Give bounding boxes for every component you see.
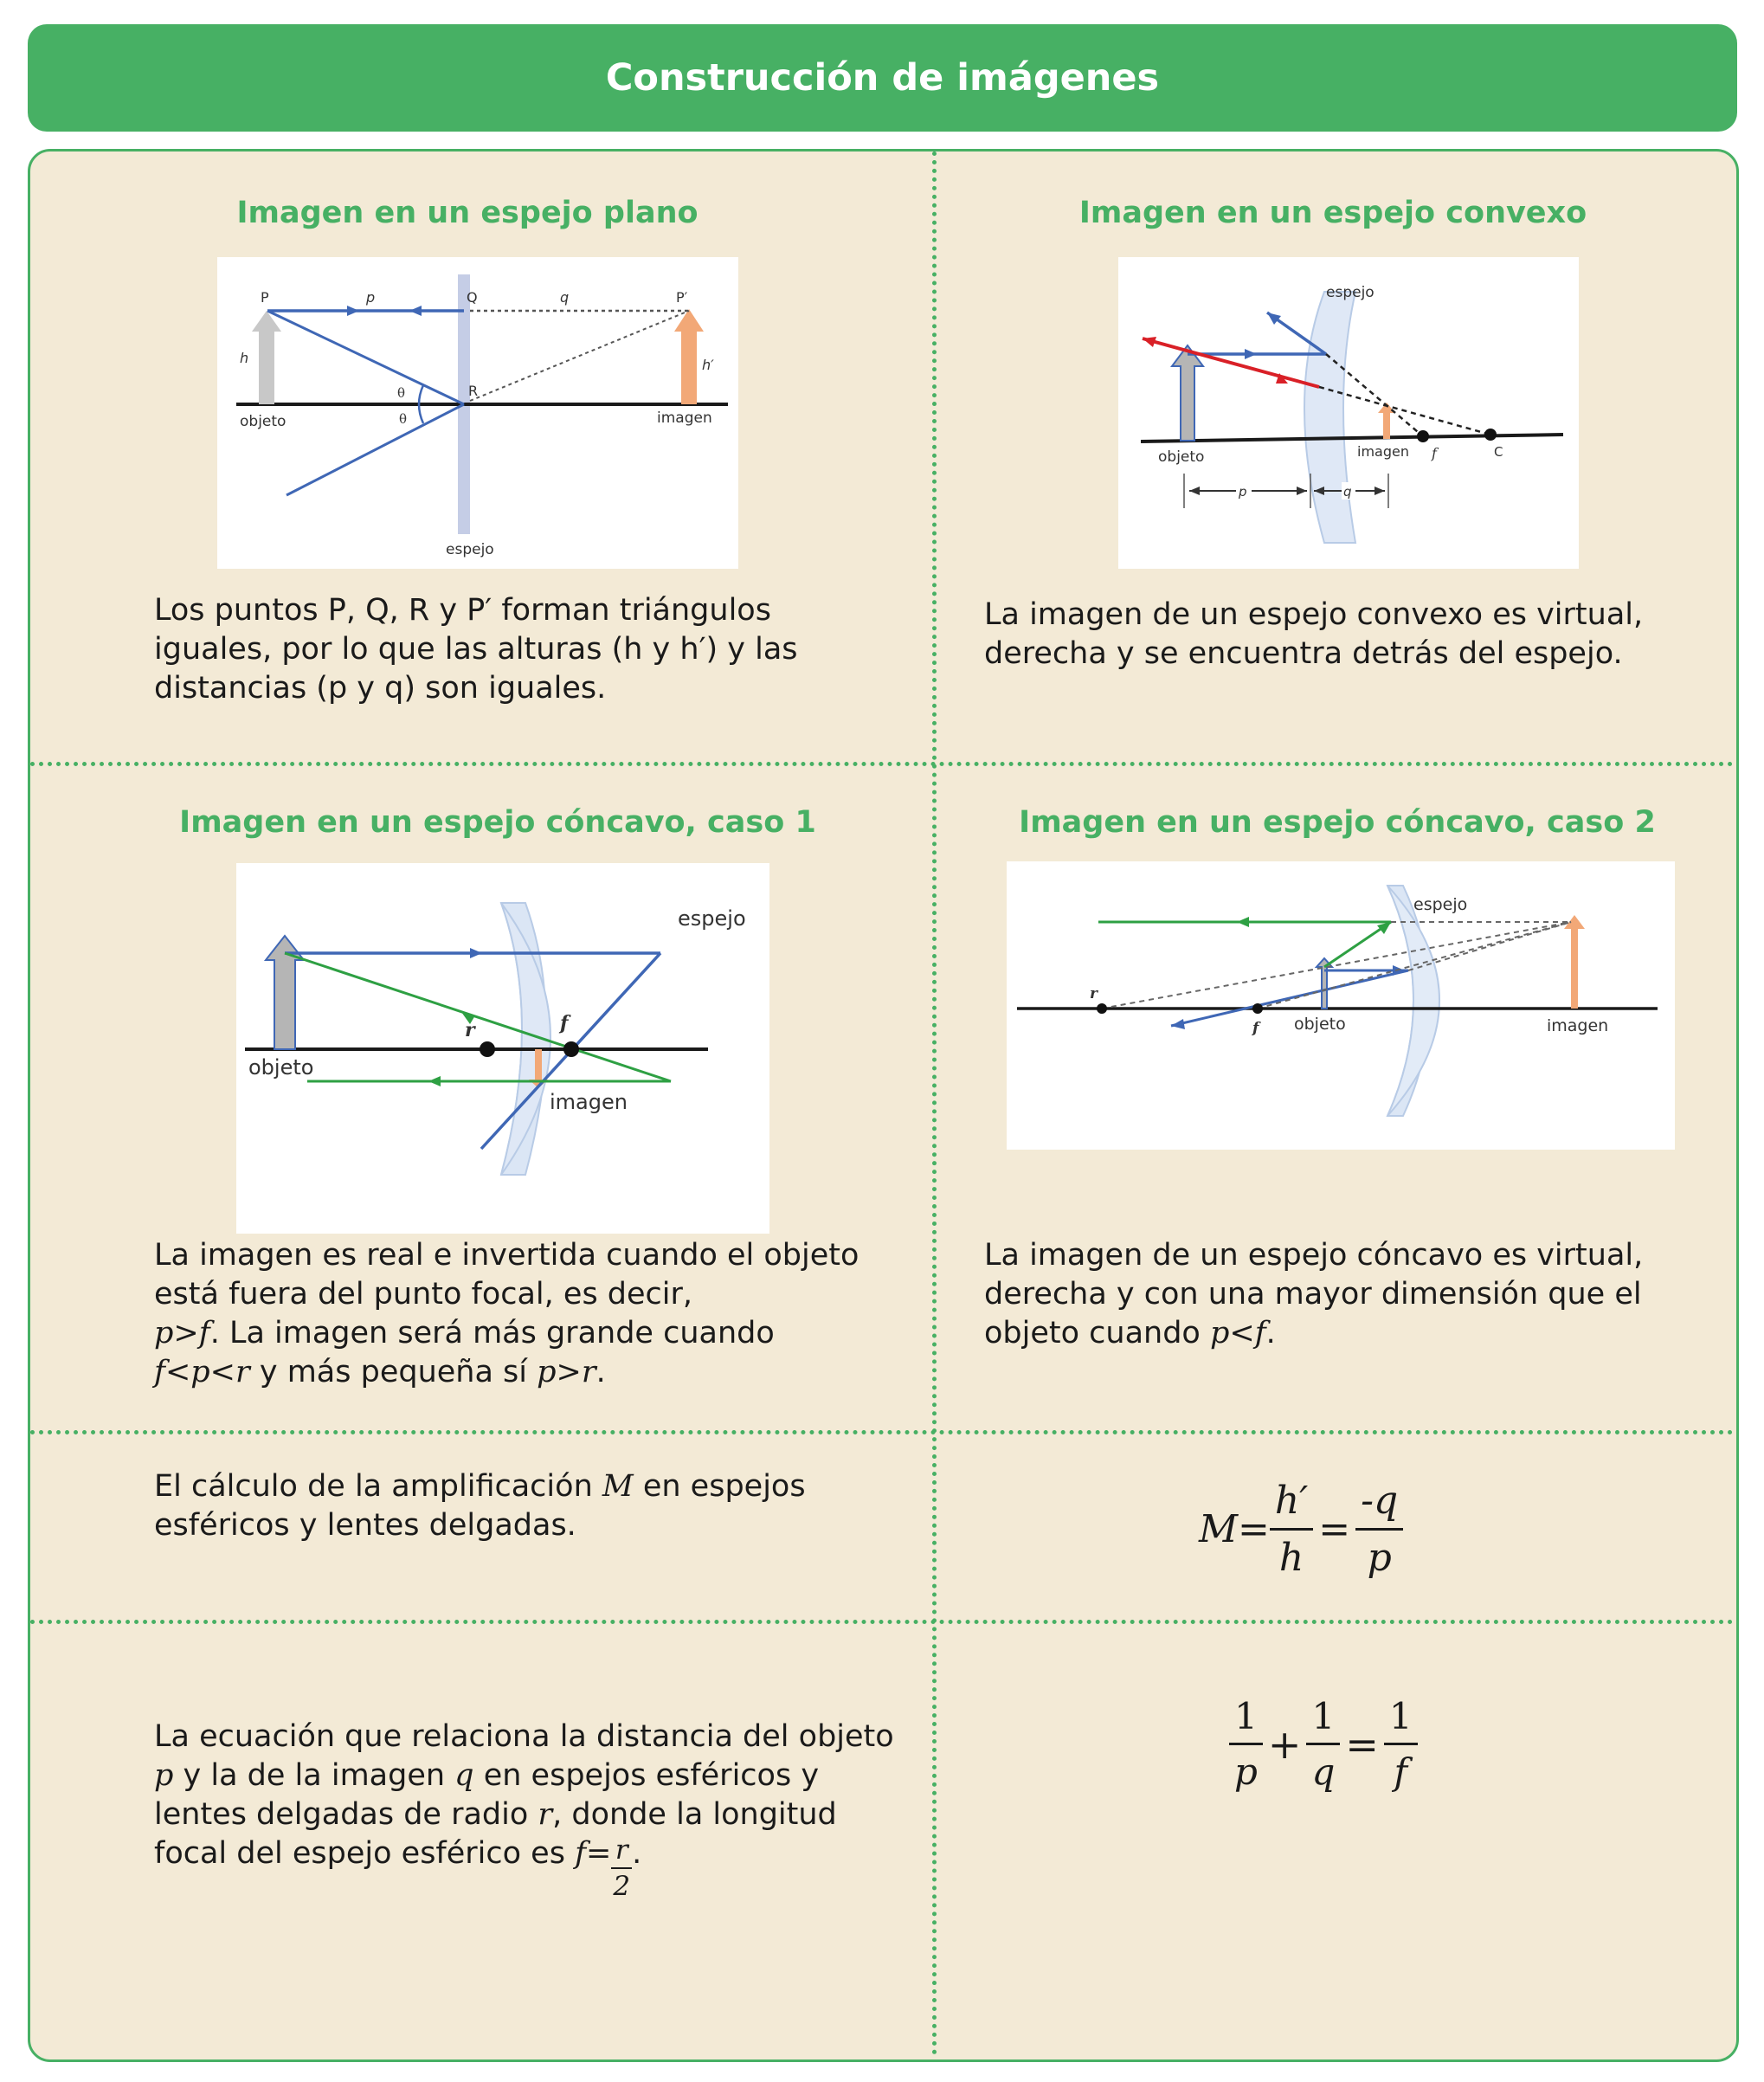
focal-point bbox=[1417, 430, 1429, 442]
section-title-convexo: Imagen en un espejo convexo bbox=[1078, 196, 1587, 230]
text-concavo1-d: . bbox=[596, 1355, 606, 1389]
label-p: p bbox=[366, 289, 376, 306]
label-objeto: objeto bbox=[248, 1055, 314, 1080]
frac-den-p: p bbox=[1367, 1536, 1392, 1580]
label-objeto: objeto bbox=[1294, 1015, 1346, 1034]
math-p-lt-f: p<f bbox=[1209, 1316, 1266, 1350]
ray-pr bbox=[267, 311, 464, 404]
label-objeto: objeto bbox=[240, 413, 286, 430]
label-theta-bottom: θ bbox=[399, 411, 408, 427]
ray-arrowhead bbox=[409, 306, 422, 316]
math-r-over-2 bbox=[611, 1834, 632, 1902]
text-ecuacion-b: y la de la imagen bbox=[173, 1758, 455, 1793]
text-convexo: La imagen de un espejo convexo es virtual, derecha y se encuentra detrás del espejo. bbox=[984, 597, 1644, 671]
point-r bbox=[1097, 1003, 1107, 1014]
section-title-concavo1: Imagen en un espejo cóncavo, caso 1 bbox=[179, 805, 816, 840]
label-C: C bbox=[1494, 444, 1503, 460]
ray-arrowhead-green bbox=[1237, 917, 1249, 927]
fraction-1-p bbox=[1229, 1695, 1263, 1793]
text-amplificacion-b: en espejos esféricos y lentes delgadas. bbox=[154, 1469, 806, 1543]
dim-arrowhead bbox=[1189, 487, 1200, 495]
label-espejo: espejo bbox=[446, 541, 494, 558]
frac-den-q: q bbox=[1311, 1750, 1336, 1793]
text-concavo1-b: . La imagen será más grande cuando bbox=[209, 1316, 775, 1350]
center-point bbox=[1484, 429, 1497, 441]
text-plano: Los puntos P, Q, R y P′ forman triángulos iguales, por lo que las alturas (h y h′) y las distancias (p y q) son iguales. bbox=[154, 593, 798, 706]
label-p: p bbox=[1239, 484, 1247, 500]
ray-arrowhead bbox=[1267, 313, 1281, 325]
formula-lhs: M= bbox=[1199, 1507, 1270, 1551]
frac-num-q: -q bbox=[1355, 1479, 1403, 1531]
label-theta-top: θ bbox=[397, 385, 406, 401]
label-q: q bbox=[560, 289, 570, 306]
text-ecuacion-c: en espejos esféricos y lentes delgadas de radio bbox=[154, 1758, 820, 1832]
text-ecuacion-e: . bbox=[632, 1836, 642, 1871]
label-f: f bbox=[1252, 1020, 1259, 1037]
formula-ecuacion bbox=[1229, 1695, 1418, 1793]
label-q: q bbox=[1343, 484, 1352, 500]
image-arrow bbox=[674, 309, 704, 404]
text-ecuacion-a: La ecuación que relaciona la distancia del objeto bbox=[154, 1719, 894, 1754]
text-concavo1 bbox=[154, 1236, 890, 1392]
label-espejo: espejo bbox=[1413, 895, 1468, 914]
figure-concavo2 bbox=[1007, 861, 1675, 1150]
text-concavo2-b: . bbox=[1265, 1316, 1276, 1350]
frac-num-1: 1 bbox=[1306, 1695, 1340, 1745]
math-2-den: 2 bbox=[613, 1871, 631, 1902]
ray-arrowhead-red bbox=[1143, 337, 1156, 347]
ray-arrowhead bbox=[347, 306, 359, 316]
point-r bbox=[480, 1041, 495, 1057]
formula-plus: + bbox=[1267, 1720, 1302, 1768]
text-ecuacion-d: , donde la longitud focal del espejo esférico es bbox=[154, 1797, 837, 1871]
ray-arrowhead bbox=[1245, 349, 1257, 359]
text-concavo2-a: La imagen de un espejo cóncavo es virtual, derecha y con una mayor dimensión que el objeto cuando bbox=[984, 1238, 1644, 1350]
column-divider bbox=[932, 151, 937, 2056]
label-h: h bbox=[240, 350, 249, 366]
math-f-lt-p-lt-r: f<p<r bbox=[154, 1355, 250, 1389]
label-P: P bbox=[261, 289, 269, 306]
dashed-line bbox=[1102, 922, 1571, 1009]
label-f: f bbox=[560, 1012, 569, 1035]
math-p-gt-r: p>r bbox=[537, 1355, 596, 1389]
frac-num-1: 1 bbox=[1384, 1695, 1418, 1745]
frac-den-f: f bbox=[1394, 1750, 1408, 1793]
frac-num-1: 1 bbox=[1229, 1695, 1263, 1745]
frac-den-h: h bbox=[1278, 1536, 1304, 1580]
text-concavo1-c: y más pequeña sí bbox=[249, 1355, 538, 1389]
fraction-q bbox=[1355, 1479, 1403, 1580]
math-f-eq: f= bbox=[575, 1836, 612, 1871]
label-objeto: objeto bbox=[1158, 448, 1205, 466]
label-imagen: imagen bbox=[1547, 1016, 1609, 1035]
section-title-plano: Imagen en un espejo plano bbox=[236, 196, 699, 230]
point-f bbox=[1252, 1003, 1263, 1014]
formula-amplificacion bbox=[1199, 1479, 1403, 1580]
page-title: Construcción de imágenes bbox=[605, 56, 1160, 100]
ray-arrowhead-green bbox=[428, 1076, 441, 1086]
object-arrow bbox=[252, 311, 281, 404]
math-p: p bbox=[154, 1758, 174, 1793]
label-espejo: espejo bbox=[678, 906, 746, 931]
ray-arrowhead-green bbox=[1377, 922, 1391, 934]
frac-den-p: p bbox=[1234, 1750, 1258, 1793]
frac-num-hp: h′ bbox=[1270, 1479, 1313, 1531]
ray-arrowhead bbox=[470, 948, 482, 958]
figure-convexo bbox=[1118, 257, 1579, 569]
diagram-concavo2 bbox=[1007, 861, 1675, 1150]
row-divider-3 bbox=[30, 1620, 1734, 1624]
math-r: r bbox=[538, 1797, 553, 1832]
label-imagen: imagen bbox=[657, 409, 712, 427]
fraction-1-f bbox=[1384, 1695, 1418, 1793]
math-q: q bbox=[454, 1758, 474, 1793]
label-Pp: P′ bbox=[676, 289, 688, 306]
ray-red bbox=[1143, 338, 1319, 387]
fraction-1-q bbox=[1306, 1695, 1340, 1793]
text-concavo1-a: La imagen es real e invertida cuando el objeto está fuera del punto focal, es decir, bbox=[154, 1238, 859, 1312]
label-hp: h′ bbox=[702, 357, 714, 373]
row-divider-2 bbox=[30, 1430, 1734, 1434]
label-Q: Q bbox=[467, 289, 478, 306]
convex-mirror bbox=[1304, 292, 1355, 543]
figure-plano bbox=[217, 257, 738, 569]
ray-green bbox=[285, 953, 671, 1081]
label-R: R bbox=[468, 383, 479, 399]
header-bar bbox=[28, 24, 1737, 132]
section-title-concavo2: Imagen en un espejo cóncavo, caso 2 bbox=[1019, 805, 1656, 840]
label-r: r bbox=[465, 1019, 475, 1041]
diagram-convexo bbox=[1118, 257, 1579, 569]
diagram-plano bbox=[217, 257, 738, 569]
dashed-to-c bbox=[1319, 387, 1490, 435]
dashed-rp bbox=[470, 311, 689, 401]
label-r: r bbox=[1090, 985, 1098, 1002]
label-imagen: imagen bbox=[550, 1090, 628, 1114]
ray-reflected bbox=[286, 404, 464, 495]
diagram-concavo1 bbox=[236, 863, 769, 1234]
text-amplificacion-a: El cálculo de la amplificación bbox=[154, 1469, 602, 1504]
dim-arrowhead bbox=[1375, 487, 1385, 495]
fraction-h bbox=[1270, 1479, 1313, 1580]
formula-eq: = bbox=[1345, 1720, 1379, 1768]
image-arrow bbox=[1564, 915, 1585, 1009]
label-imagen: imagen bbox=[1357, 443, 1409, 460]
math-r-num: r bbox=[611, 1834, 632, 1869]
figure-concavo1 bbox=[236, 863, 769, 1234]
concave-mirror-back bbox=[1387, 886, 1439, 1116]
row-divider-1 bbox=[30, 762, 1734, 766]
text-ecuacion bbox=[154, 1718, 907, 1902]
ray-blue-reflected bbox=[1171, 970, 1408, 1026]
point-f bbox=[563, 1041, 579, 1057]
formula-eq: = bbox=[1318, 1507, 1351, 1551]
text-amplificacion bbox=[154, 1467, 881, 1545]
math-M: M bbox=[602, 1469, 634, 1504]
axis-line bbox=[1141, 435, 1563, 442]
text-concavo2 bbox=[984, 1236, 1720, 1353]
math-p-gt-f: p>f bbox=[154, 1316, 210, 1350]
label-espejo: espejo bbox=[1326, 284, 1375, 301]
label-f: f bbox=[1432, 445, 1437, 461]
dim-arrowhead bbox=[1297, 487, 1307, 495]
object-arrow bbox=[1172, 345, 1203, 441]
